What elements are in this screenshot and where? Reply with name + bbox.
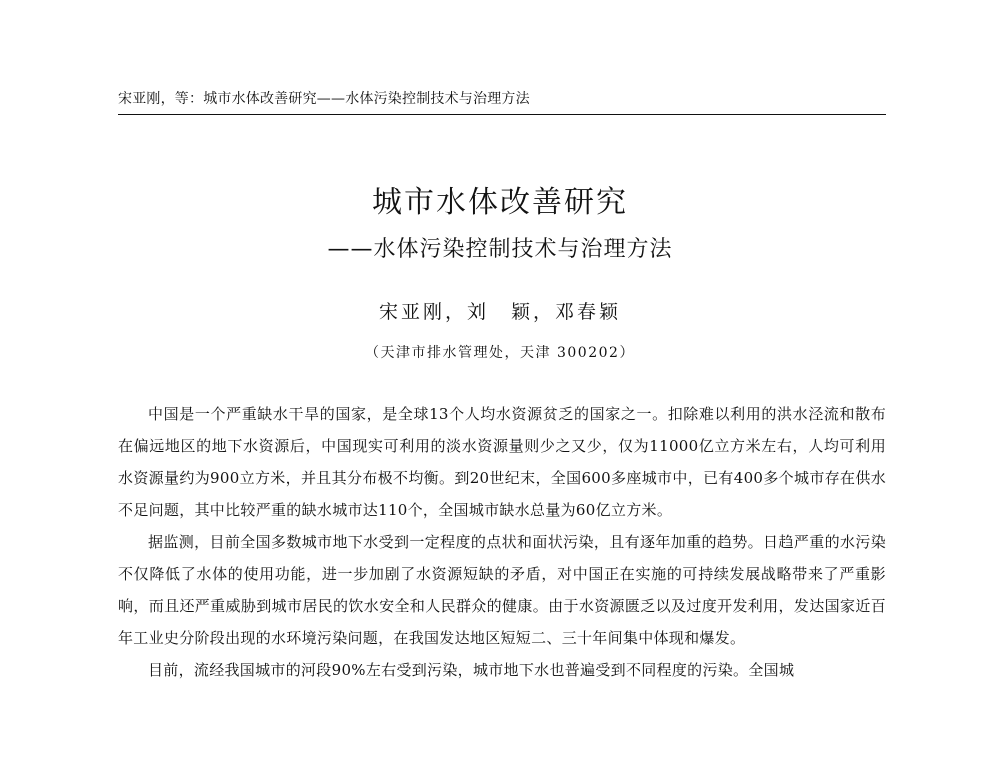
affiliation: （天津市排水管理处，天津 300202） bbox=[365, 345, 635, 361]
paragraph: 目前，流经我国城市的河段90%左右受到污染，城市地下水也普遍受到不同程度的污染。全国城 bbox=[148, 661, 795, 679]
paragraph: 据监测，目前全国多数城市地下水受到一定程度的点状和面状污染，且有逐年加重的趋势。日趋严重的水污染不仅降低了水体的使用功能，进一步加剧了水资源短缺的矛盾，对中国正在实施的可持续发展战略带来了严重影响，而且还严重威胁到城市居民的饮水安全和人民群众的健康。由于水资源匮乏以及过度开发利用，发达国家近百年工业史分阶段出现的水环境污染问题，在我国发达地区短短二、三十年间集中体现和爆发。 bbox=[118, 533, 886, 647]
article-title: 城市水体改善研究 bbox=[372, 185, 628, 220]
article-subtitle: ——水体污染控制技术与治理方法 bbox=[327, 237, 673, 262]
author-list: 宋亚刚，刘 颖，邓春颖 bbox=[378, 301, 621, 323]
body-text bbox=[118, 398, 886, 686]
paragraph: 中国是一个严重缺水干旱的国家，是全球13个人均水资源贫乏的国家之一。扣除难以利用的洪水泾流和散布在偏远地区的地下水资源后，中国现实可利用的淡水资源量则少之又少，仅为11000亿立方米左右，人均可利用水资源量约为900立方米，并且其分布极不均衡。到20世纪末，全国600多座城市中，已有400多个城市存在供水不足问题，其中比较严重的缺水城市达110个，全国城市缺水总量为60亿立方米。 bbox=[118, 405, 886, 519]
header-rule bbox=[118, 114, 886, 115]
running-head: 宋亚刚，等：城市水体改善研究——水体污染控制技术与治理方法 bbox=[118, 91, 530, 107]
